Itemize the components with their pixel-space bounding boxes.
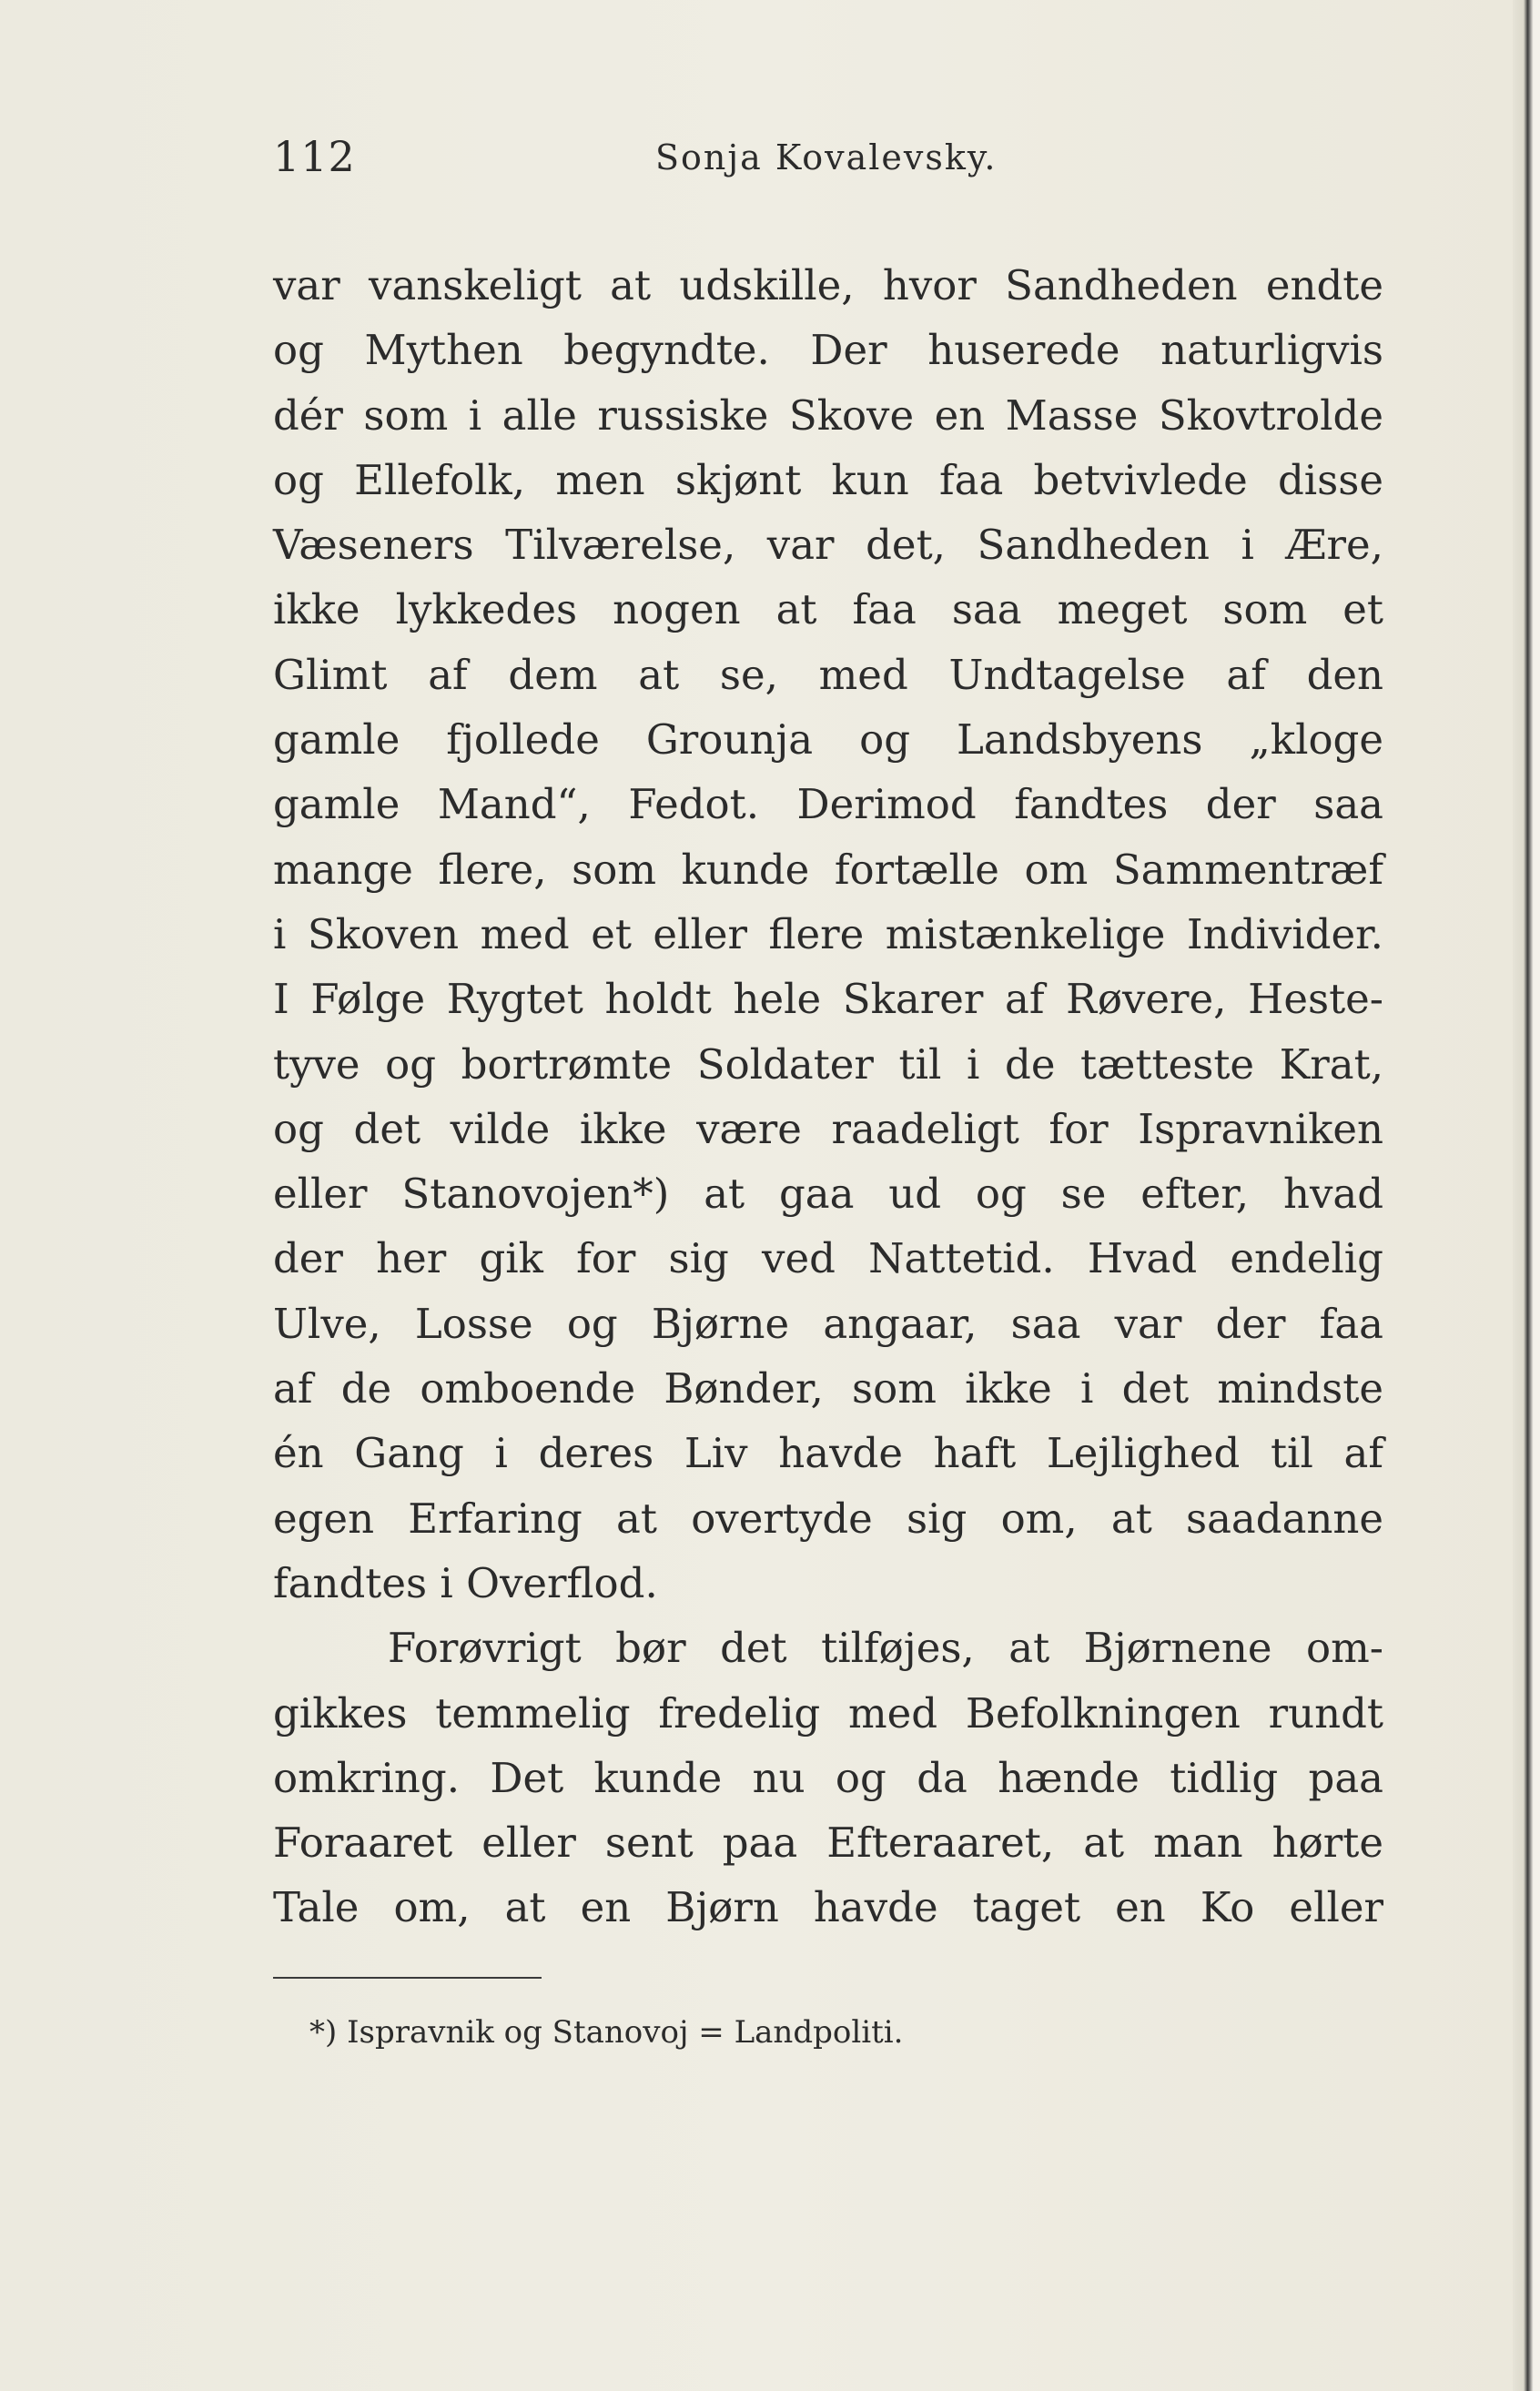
text-line: Glimt af dem at se, med Undtagelse af den xyxy=(273,650,1383,699)
body-text xyxy=(273,253,1383,1940)
text-line: var vanskeligt at udskille, hvor Sandheden endte xyxy=(273,261,1383,309)
text-line: og det vilde ikke være raadeligt for Ispravniken xyxy=(273,1104,1383,1153)
text-line: eller Stanovojen*) at gaa ud og se efter, hvad xyxy=(273,1170,1383,1219)
text-line: ikke lykkedes nogen at faa saa meget som et xyxy=(273,585,1383,634)
text-line: Foraaret eller sent paa Efteraaret, at man hørte xyxy=(273,1819,1383,1868)
text-line: og Mythen begyndte. Der huserede naturligvis xyxy=(273,326,1383,375)
text-line: én Gang i deres Liv havde haft Lejlighed til af xyxy=(273,1429,1383,1478)
text-line: gamle Mand“, Fedot. Derimod fandtes der saa xyxy=(273,780,1383,829)
text-line: mange flere, som kunde fortælle om Sammentræf xyxy=(273,845,1383,894)
text-line: fandtes i Overflod. xyxy=(273,1558,658,1607)
text-line: tyve og bortrømte Soldater til i de tætteste Krat, xyxy=(273,1039,1383,1089)
text-line: egen Erfaring at overtyde sig om, at saadanne xyxy=(273,1494,1383,1543)
text-line: dér som i alle russiske Skove en Masse Skovtrolde xyxy=(273,390,1383,440)
text-line: og Ellefolk, men skjønt kun faa betvivlede disse xyxy=(273,455,1383,504)
text-line: gamle fjollede Grounja og Landsbyens „kloge xyxy=(273,715,1383,765)
page-edge xyxy=(1513,0,1540,2391)
text-line: Tale om, at en Bjørn havde taget en Ko eller xyxy=(273,1883,1383,1932)
text-line: Væseners Tilværelse, var det, Sandheden i Ære, xyxy=(273,521,1383,570)
text-line: Forøvrigt bør det tilføjes, at Bjørnene om- xyxy=(388,1624,1383,1673)
page-header xyxy=(273,132,1393,187)
text-line: Ulve, Losse og Bjørne angaar, saa var der faa xyxy=(273,1299,1383,1348)
page-number: 112 xyxy=(273,132,356,181)
text-line: der her gik for sig ved Nattetid. Hvad endelig xyxy=(273,1234,1383,1283)
text-line: omkring. Det kunde nu og da hænde tidlig paa xyxy=(273,1753,1383,1802)
footnote-divider xyxy=(273,1977,542,1979)
running-title: Sonja Kovalevsky. xyxy=(655,137,998,177)
text-line: I Følge Rygtet holdt hele Skarer af Røvere, Heste- xyxy=(273,975,1383,1024)
text-line: i Skoven med et eller flere mistænkelige Individer. xyxy=(273,909,1383,958)
text-line: gikkes temmelig fredelig med Befolkningen rundt xyxy=(273,1688,1383,1738)
text-line: af de omboende Bønder, som ikke i det mindste xyxy=(273,1364,1383,1413)
footnote: *) Ispravnik og Stanovoj = Landpoliti. xyxy=(309,2014,904,2051)
